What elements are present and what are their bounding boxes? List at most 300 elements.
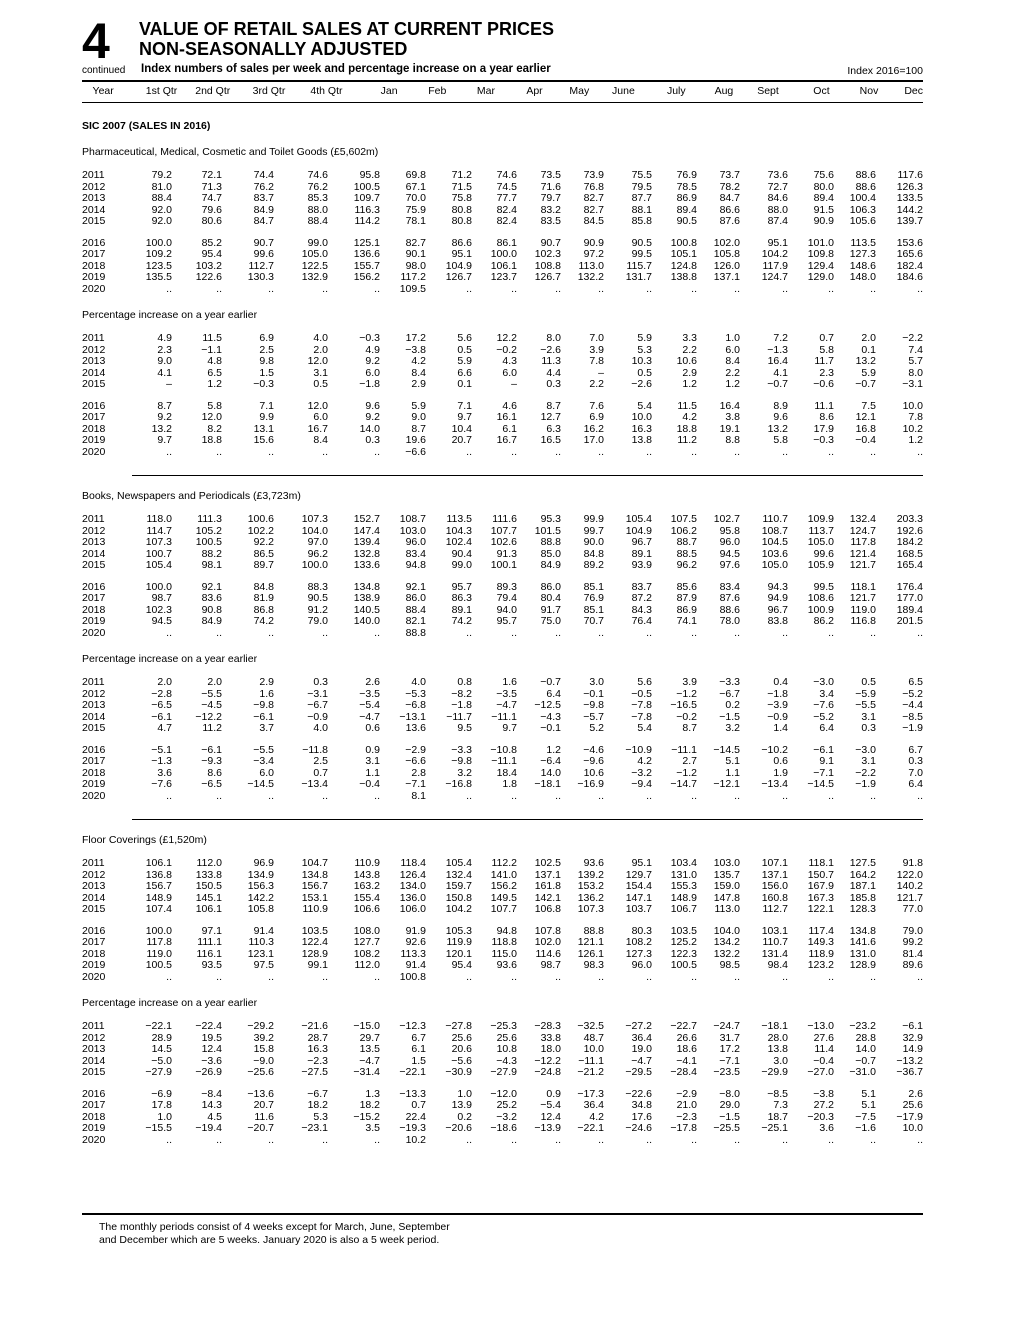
table-cell: –: [511, 378, 517, 390]
table-cell: 28.7: [307, 1031, 328, 1044]
table-cell: 36.4: [583, 1099, 604, 1111]
table-cell: −0.7: [855, 1054, 876, 1067]
table-cell: −4.3: [496, 1054, 517, 1067]
table-cell: 3.5: [365, 1122, 380, 1134]
table-cell: 2.0: [313, 343, 328, 356]
table-cell: 119.0: [146, 947, 172, 960]
table-cell: 150.5: [195, 880, 222, 892]
table-cell: 22.4: [405, 1110, 426, 1123]
table-cell: 8.7: [546, 399, 561, 412]
table-cell: 3.1: [861, 710, 876, 723]
table-cell: 84.3: [631, 603, 652, 616]
table-cell: −1.6: [855, 1122, 876, 1134]
table-cell: 104.2: [445, 903, 472, 915]
table-cell: 3.9: [682, 676, 697, 688]
table-cell: −17.3: [577, 1087, 604, 1100]
table-cell: 165.6: [896, 248, 923, 260]
table-cell: 128.9: [301, 947, 328, 960]
row-year: 2013: [82, 355, 106, 367]
table-cell: 1.6: [502, 676, 517, 688]
row-year: 2013: [82, 536, 106, 548]
table-cell: 118.0: [146, 513, 172, 525]
table-cell: 72.7: [767, 180, 788, 193]
table-cell: 101.5: [534, 524, 561, 537]
row-year: 2017: [82, 411, 106, 423]
table-cell: 105.4: [625, 513, 652, 525]
table-cell: 90.4: [451, 547, 472, 560]
table-cell: 109.5: [399, 282, 426, 295]
table-cell: 100.8: [670, 236, 697, 249]
table-cell: 5.9: [411, 399, 426, 412]
table-cell: 89.7: [253, 559, 274, 571]
table-cell: 19.1: [719, 422, 740, 435]
table-cell: 182.4: [896, 259, 923, 272]
table-cell: 6.0: [313, 411, 328, 423]
table-cell: 104.0: [713, 924, 740, 937]
table-row: [82, 593, 923, 605]
table-cell: 8.6: [819, 411, 834, 423]
table-cell: 167.3: [807, 891, 834, 904]
table-row: [82, 779, 923, 791]
table-cell: 4.9: [157, 332, 172, 344]
table-cell: 89.6: [902, 959, 923, 971]
table-cell: 78.2: [719, 180, 740, 193]
table-cell: 7.3: [773, 1099, 788, 1111]
table-cell: 2.2: [725, 366, 740, 379]
table-cell: ..: [782, 1133, 788, 1146]
table-cell: 8.4: [313, 434, 328, 446]
table-cell: 147.4: [353, 524, 380, 537]
table-cell: −13.0: [807, 1020, 834, 1032]
table-cell: 0.3: [365, 434, 380, 446]
sections-container: [82, 146, 923, 1146]
table-cell: 102.3: [534, 248, 561, 260]
table-cell: 5.3: [313, 1110, 328, 1123]
table-cell: ..: [466, 282, 472, 295]
table-cell: 201.5: [896, 615, 923, 627]
table-cell: 16.3: [631, 422, 652, 435]
table-cell: 2.9: [682, 366, 697, 379]
table-cell: 29.7: [359, 1031, 380, 1044]
table-cell: 6.1: [411, 1043, 426, 1055]
table-cell: −6.8: [405, 699, 426, 711]
table-cell: 95.8: [359, 169, 380, 181]
table-cell: ..: [216, 1133, 222, 1146]
table-cell: 106.0: [399, 903, 426, 915]
table-cell: 98.7: [151, 592, 172, 604]
table-cell: 132.2: [577, 271, 604, 283]
table-cell: 92.0: [151, 215, 172, 227]
table-cell: 3.1: [313, 366, 328, 379]
column-header: Apr: [526, 85, 543, 98]
table-cell: 7.6: [589, 399, 604, 412]
table-cell: 123.7: [490, 271, 517, 283]
table-row: [82, 170, 923, 182]
table-row: [82, 412, 923, 424]
table-cell: ..: [374, 789, 380, 802]
table-cell: 15.6: [253, 434, 274, 446]
table-title: [139, 19, 554, 59]
table-cell: 89.4: [813, 192, 834, 204]
table-cell: 102.5: [534, 857, 561, 869]
table-cell: −2.6: [540, 343, 561, 356]
table-cell: ..: [691, 789, 697, 802]
table-cell: ..: [734, 789, 740, 802]
table-cell: 1.3: [365, 1087, 380, 1100]
table-cell: 144.2: [896, 203, 923, 216]
table-cell: ..: [782, 282, 788, 295]
table-cell: −6.9: [151, 1087, 172, 1100]
table-cell: −22.4: [195, 1020, 222, 1032]
table-cell: 80.4: [540, 592, 561, 604]
table-cell: 79.4: [496, 592, 517, 604]
table-cell: 3.0: [589, 676, 604, 688]
table-cell: 6.0: [365, 366, 380, 379]
table-cell: 111.3: [197, 513, 222, 525]
table-cell: 80.6: [201, 215, 222, 227]
table-cell: ..: [691, 282, 697, 295]
table-cell: −27.0: [807, 1066, 834, 1078]
table-cell: 93.6: [583, 857, 604, 869]
table-cell: 75.5: [631, 169, 652, 181]
table-cell: 104.2: [761, 248, 788, 260]
table-cell: −5.2: [902, 687, 923, 700]
table-cell: −2.2: [902, 332, 923, 344]
table-cell: 105.0: [301, 248, 328, 260]
table-row: [82, 193, 923, 205]
table-cell: 25.6: [496, 1031, 517, 1044]
table-cell: 13.6: [405, 722, 426, 734]
table-cell: 12.0: [307, 355, 328, 367]
table-cell: 115.7: [626, 259, 652, 272]
row-year: 2012: [82, 180, 106, 193]
table-cell: 3.0: [773, 1054, 788, 1067]
table-cell: 87.2: [631, 592, 652, 604]
table-cell: 121.1: [577, 936, 604, 948]
table-cell: 3.1: [861, 755, 876, 767]
row-year: 2018: [82, 603, 106, 616]
table-cell: 89.1: [631, 547, 652, 560]
percentage-label: Percentage increase on a year earlier: [82, 653, 258, 665]
table-cell: −5.9: [855, 687, 876, 700]
table-cell: 6.3: [546, 422, 561, 435]
table-cell: −23.2: [849, 1020, 876, 1032]
table-cell: 6.4: [546, 687, 561, 700]
table-header: [82, 13, 923, 80]
table-cell: 99.0: [451, 559, 472, 571]
table-cell: −0.7: [855, 378, 876, 390]
table-cell: 89.1: [451, 603, 472, 616]
table-cell: 129.0: [807, 271, 834, 283]
table-cell: 10.4: [451, 422, 472, 435]
table-cell: 90.8: [201, 603, 222, 616]
table-cell: −5.5: [201, 687, 222, 700]
row-year: 2015: [82, 722, 106, 734]
table-cell: 5.1: [725, 755, 740, 767]
table-cell: 3.3: [682, 332, 697, 344]
table-cell: −0.1: [540, 722, 561, 734]
table-cell: ..: [268, 445, 274, 458]
table-cell: 9.2: [157, 411, 172, 423]
table-cell: 6.7: [411, 1031, 426, 1044]
table-cell: 184.6: [896, 271, 923, 283]
table-cell: ..: [646, 1133, 652, 1146]
table-cell: 33.8: [540, 1031, 561, 1044]
table-cell: 123.5: [145, 259, 172, 272]
column-header: Feb: [428, 85, 447, 98]
table-row: [82, 379, 923, 391]
table-cell: −20.6: [445, 1122, 472, 1134]
table-cell: 84.9: [253, 203, 274, 216]
table-cell: −3.2: [496, 1110, 517, 1123]
table-cell: 12.4: [540, 1110, 561, 1123]
table-cell: 5.1: [861, 1099, 876, 1111]
table-cell: −5.1: [151, 743, 172, 756]
table-cell: 108.8: [534, 259, 561, 272]
table-cell: 133.6: [353, 559, 380, 571]
table-cell: 96.7: [631, 536, 652, 548]
table-cell: 136.6: [353, 248, 380, 260]
table-cell: −3.3: [719, 676, 740, 688]
table-cell: 90.9: [813, 215, 834, 227]
table-cell: 90.7: [253, 236, 274, 249]
table-cell: 109.8: [807, 248, 834, 260]
table-cell: −1.9: [902, 722, 923, 734]
table-cell: 131.0: [670, 868, 697, 881]
table-cell: 86.2: [813, 615, 834, 627]
table-cell: 4.0: [411, 676, 426, 688]
table-cell: 11.4: [814, 1043, 834, 1055]
table-cell: −12.2: [195, 710, 222, 723]
table-cell: 111.6: [492, 513, 517, 525]
table-cell: −27.9: [145, 1066, 172, 1078]
table-cell: 96.0: [405, 536, 426, 548]
table-cell: 19.5: [201, 1031, 222, 1044]
table-cell: 8.7: [157, 399, 172, 412]
table-cell: 109.7: [353, 192, 380, 204]
table-cell: 103.4: [670, 857, 697, 869]
table-cell: 95.7: [451, 580, 472, 593]
table-cell: 4.3: [502, 355, 517, 367]
table-cell: 129.4: [807, 259, 834, 272]
table-cell: −1.5: [719, 710, 740, 723]
table-cell: –: [166, 378, 172, 390]
table-cell: 6.5: [207, 366, 222, 379]
table-cell: 106.8: [534, 903, 561, 915]
table-cell: −11.1: [578, 1054, 604, 1067]
table-cell: 0.5: [313, 378, 328, 390]
table-cell: 0.4: [773, 676, 788, 688]
table-cell: −23.1: [301, 1122, 328, 1134]
table-cell: 6.4: [819, 722, 834, 734]
table-cell: 84.8: [253, 580, 274, 593]
table-cell: 1.2: [725, 378, 740, 390]
table-cell: 32.9: [902, 1031, 923, 1044]
table-cell: 117.8: [146, 936, 172, 948]
table-cell: 93.9: [631, 559, 652, 571]
table-cell: 103.5: [301, 924, 328, 937]
column-header: June: [612, 85, 635, 98]
table-cell: 92.0: [151, 203, 172, 216]
table-cell: −3.5: [496, 687, 517, 700]
table-cell: 2.8: [411, 766, 426, 779]
table-cell: ..: [555, 1133, 561, 1146]
table-cell: −8.0: [719, 1087, 740, 1100]
table-cell: ..: [691, 1133, 697, 1146]
table-cell: −3.2: [631, 766, 652, 779]
table-cell: 88.0: [307, 203, 328, 216]
table-cell: 184.2: [896, 536, 923, 548]
table-cell: −15.5: [145, 1122, 172, 1134]
table-cell: 74.2: [253, 615, 274, 627]
table-cell: 132.4: [849, 513, 876, 525]
table-cell: 98.3: [583, 959, 604, 971]
table-cell: 0.2: [725, 699, 740, 711]
data-block: [82, 333, 923, 391]
table-cell: 10.0: [631, 411, 652, 423]
title-line-2: NON-SEASONALLY ADJUSTED: [139, 39, 408, 59]
table-cell: 78.5: [676, 180, 697, 193]
table-cell: 86.0: [405, 592, 426, 604]
table-cell: 70.7: [583, 615, 604, 627]
column-header: Aug: [714, 85, 734, 98]
table-cell: ..: [917, 1133, 923, 1146]
table-cell: −6.1: [253, 710, 274, 723]
table-cell: 81.9: [253, 592, 274, 604]
table-cell: 96.0: [631, 959, 652, 971]
column-header: Mar: [476, 85, 496, 98]
table-cell: 141.6: [849, 936, 876, 948]
table-cell: 12.4: [201, 1043, 222, 1055]
table-cell: 1.9: [773, 766, 788, 779]
table-row: [82, 216, 923, 228]
row-year: 2014: [82, 710, 106, 723]
row-year: 2013: [82, 699, 106, 711]
table-cell: 2.9: [411, 378, 426, 390]
table-cell: ..: [782, 789, 788, 802]
table-section: [82, 834, 923, 1146]
table-cell: 83.5: [540, 215, 561, 227]
table-cell: −22.1: [145, 1020, 172, 1032]
table-cell: ..: [734, 1133, 740, 1146]
table-cell: 156.3: [247, 880, 274, 892]
table-cell: 4.4: [546, 366, 561, 379]
table-cell: 108.6: [807, 592, 834, 604]
table-cell: 36.4: [631, 1031, 652, 1044]
table-cell: ..: [828, 970, 834, 983]
table-cell: 113.3: [400, 947, 426, 960]
table-cell: 0.7: [819, 332, 834, 344]
table-cell: 9.7: [457, 411, 472, 423]
table-cell: 87.6: [719, 592, 740, 604]
table-cell: 86.9: [676, 603, 697, 616]
table-cell: 81.4: [902, 947, 923, 960]
row-year: 2015: [82, 559, 106, 571]
table-cell: 155.4: [353, 891, 380, 904]
table-cell: 6.5: [908, 676, 923, 688]
table-cell: 72.1: [201, 169, 222, 181]
table-cell: 91.4: [253, 924, 274, 937]
table-cell: 82.7: [583, 203, 604, 216]
row-year: 2016: [82, 1087, 106, 1100]
table-cell: −20.3: [807, 1110, 834, 1123]
table-cell: −5.5: [855, 699, 876, 711]
table-row: [82, 447, 923, 459]
table-cell: −3.0: [855, 743, 876, 756]
table-cell: 100.5: [353, 180, 380, 193]
table-cell: ..: [691, 970, 697, 983]
table-cell: −0.3: [813, 434, 834, 446]
table-cell: 14.0: [540, 766, 561, 779]
table-cell: −8.5: [902, 710, 923, 723]
row-year: 2017: [82, 755, 106, 767]
table-cell: 27.6: [813, 1031, 834, 1044]
table-cell: 16.4: [767, 355, 788, 367]
table-cell: −6.6: [405, 445, 426, 458]
table-cell: ..: [216, 970, 222, 983]
table-cell: 98.0: [405, 259, 426, 272]
table-cell: ..: [268, 970, 274, 983]
table-cell: 6.6: [457, 366, 472, 379]
table-cell: 84.7: [719, 192, 740, 204]
table-cell: 96.2: [307, 547, 328, 560]
table-cell: −4.7: [359, 710, 380, 723]
table-cell: 106.3: [849, 203, 876, 216]
table-cell: −24.8: [534, 1066, 561, 1078]
section-title: Pharmaceutical, Medical, Cosmetic and Toilet Goods (£5,602m): [82, 146, 379, 158]
table-cell: 106.1: [145, 857, 172, 869]
table-cell: 148.9: [145, 891, 172, 904]
table-cell: 11.2: [202, 722, 222, 734]
table-cell: 76.9: [676, 169, 697, 181]
table-cell: 107.5: [670, 513, 697, 525]
table-cell: 70.0: [405, 192, 426, 204]
table-cell: 28.9: [151, 1031, 172, 1044]
table-cell: ..: [870, 789, 876, 802]
table-cell: 0.3: [313, 676, 328, 688]
table-cell: 99.6: [253, 248, 274, 260]
table-cell: 13.2: [855, 355, 876, 367]
row-year: 2020: [82, 789, 106, 802]
percentage-label: Percentage increase on a year earlier: [82, 309, 258, 321]
row-year: 2011: [82, 513, 105, 525]
table-cell: −11.1: [671, 743, 697, 756]
percentage-block: [82, 745, 923, 803]
table-cell: 83.7: [631, 580, 652, 593]
table-cell: 17.6: [631, 1110, 652, 1123]
table-cell: 111.1: [197, 936, 222, 948]
table-cell: −26.9: [195, 1066, 222, 1078]
table-cell: ..: [268, 282, 274, 295]
table-cell: −2.3: [307, 1054, 328, 1067]
table-cell: 147.8: [713, 891, 740, 904]
table-cell: 110.3: [248, 936, 274, 948]
table-cell: 121.7: [849, 559, 876, 571]
table-cell: 100.5: [195, 536, 222, 548]
table-cell: −4.7: [496, 699, 517, 711]
column-header: May: [569, 85, 590, 98]
table-cell: −22.6: [625, 1087, 652, 1100]
data-block: [82, 238, 923, 296]
table-cell: −0.3: [359, 332, 380, 344]
table-cell: 104.5: [761, 536, 788, 548]
table-cell: 5.8: [207, 399, 222, 412]
row-year: 2013: [82, 1043, 106, 1055]
table-cell: −13.4: [761, 778, 788, 790]
table-cell: 100.8: [399, 970, 426, 983]
table-cell: −7.6: [151, 778, 172, 790]
table-cell: 0.5: [457, 343, 472, 356]
